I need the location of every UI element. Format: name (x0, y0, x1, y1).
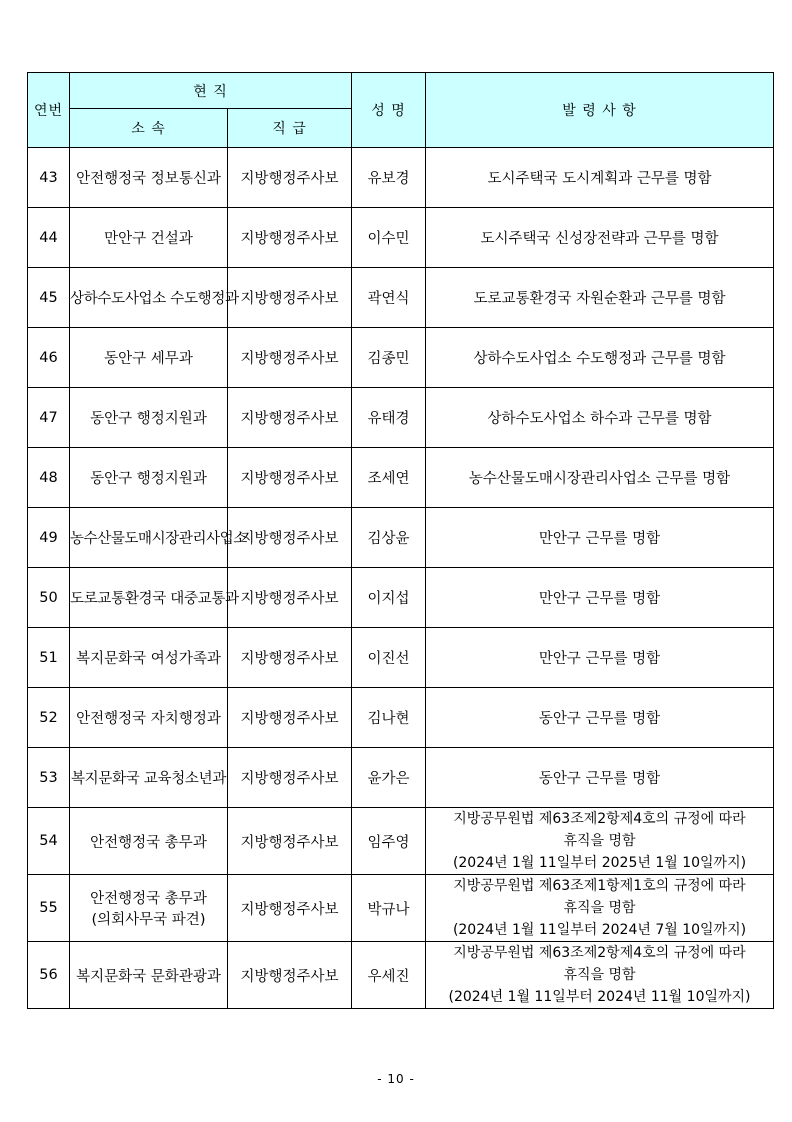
row-name: 이지섭 (352, 568, 426, 628)
order-line: (2024년 1월 11일부터 2024년 11월 10일까지) (448, 989, 751, 1005)
row-name: 김나현 (352, 688, 426, 748)
table-row (28, 628, 774, 688)
row-grade: 지방행정주사보 (228, 328, 352, 388)
row-grade: 지방행정주사보 (228, 628, 352, 688)
table-row (28, 688, 774, 748)
order-line: (2024년 1월 11일부터 2024년 7월 10일까지) (452, 922, 747, 938)
order-line: 휴직을 명함 (563, 900, 636, 916)
row-name: 유태경 (352, 388, 426, 448)
header-grade: 직 급 (228, 109, 352, 148)
table-row (28, 448, 774, 508)
personnel-order-table (27, 72, 774, 1009)
order-line: 지방공무원법 제63조제2항제4호의 규정에 따라 (453, 945, 746, 961)
order-line: 휴직을 명함 (563, 833, 636, 849)
order-line: 지방공무원법 제63조제2항제4호의 규정에 따라 (453, 811, 746, 827)
row-department (70, 875, 228, 942)
row-department: 동안구 세무과 (70, 328, 228, 388)
row-name: 김상윤 (352, 508, 426, 568)
row-name: 조세연 (352, 448, 426, 508)
row-number: 52 (28, 688, 70, 748)
row-order (426, 808, 774, 875)
row-name: 유보경 (352, 148, 426, 208)
row-department: 상하수도사업소 수도행정과 (70, 268, 228, 328)
row-department: 농수산물도매시장관리사업소 (70, 508, 228, 568)
row-name: 박규나 (352, 875, 426, 942)
row-department: 안전행정국 총무과 (70, 808, 228, 875)
row-number: 56 (28, 942, 70, 1009)
row-department: 만안구 건설과 (70, 208, 228, 268)
row-department: 동안구 행정지원과 (70, 388, 228, 448)
row-order: 동안구 근무를 명함 (426, 688, 774, 748)
row-number: 47 (28, 388, 70, 448)
table-row (28, 568, 774, 628)
row-order (426, 942, 774, 1009)
row-name: 곽연식 (352, 268, 426, 328)
table-row (28, 808, 774, 875)
header-current-post: 현 직 (70, 73, 352, 109)
row-name: 윤가은 (352, 748, 426, 808)
row-name: 김종민 (352, 328, 426, 388)
row-department: 안전행정국 정보통신과 (70, 148, 228, 208)
table-row (28, 748, 774, 808)
row-grade: 지방행정주사보 (228, 388, 352, 448)
table-row (28, 508, 774, 568)
table-body (28, 148, 774, 1009)
row-number: 55 (28, 875, 70, 942)
order-line: 휴직을 명함 (563, 967, 636, 983)
row-department: 동안구 행정지원과 (70, 448, 228, 508)
row-grade: 지방행정주사보 (228, 448, 352, 508)
row-grade: 지방행정주사보 (228, 268, 352, 328)
header-no: 연번 (28, 73, 70, 148)
row-name: 이수민 (352, 208, 426, 268)
row-order: 농수산물도매시장관리사업소 근무를 명함 (426, 448, 774, 508)
table-row (28, 942, 774, 1009)
row-grade: 지방행정주사보 (228, 208, 352, 268)
row-number: 44 (28, 208, 70, 268)
department-line: 안전행정국 총무과 (90, 891, 207, 907)
row-grade: 지방행정주사보 (228, 808, 352, 875)
row-grade: 지방행정주사보 (228, 688, 352, 748)
page-number: - 10 - (377, 1072, 415, 1086)
row-number: 50 (28, 568, 70, 628)
table-row (28, 268, 774, 328)
row-grade: 지방행정주사보 (228, 568, 352, 628)
row-number: 53 (28, 748, 70, 808)
table-row (28, 875, 774, 942)
order-line: 지방공무원법 제63조제1항제1호의 규정에 따라 (453, 878, 746, 894)
row-order: 만안구 근무를 명함 (426, 568, 774, 628)
table-row (28, 388, 774, 448)
department-note: (의회사무국 파견) (91, 912, 206, 928)
row-grade: 지방행정주사보 (228, 148, 352, 208)
row-order: 도로교통환경국 자원순환과 근무를 명함 (426, 268, 774, 328)
row-department: 복지문화국 여성가족과 (70, 628, 228, 688)
row-order: 상하수도사업소 하수과 근무를 명함 (426, 388, 774, 448)
row-number: 46 (28, 328, 70, 388)
row-grade: 지방행정주사보 (228, 942, 352, 1009)
row-grade: 지방행정주사보 (228, 875, 352, 942)
header-order: 발 령 사 항 (426, 73, 774, 148)
table-row (28, 328, 774, 388)
row-department: 복지문화국 교육청소년과 (70, 748, 228, 808)
header-name: 성 명 (352, 73, 426, 148)
row-order: 도시주택국 도시계획과 근무를 명함 (426, 148, 774, 208)
row-order: 만안구 근무를 명함 (426, 628, 774, 688)
row-department: 복지문화국 문화관광과 (70, 942, 228, 1009)
row-number: 43 (28, 148, 70, 208)
row-order: 상하수도사업소 수도행정과 근무를 명함 (426, 328, 774, 388)
order-line: (2024년 1월 11일부터 2025년 1월 10일까지) (452, 855, 747, 871)
row-order: 동안구 근무를 명함 (426, 748, 774, 808)
table-row (28, 148, 774, 208)
row-name: 이진선 (352, 628, 426, 688)
row-order: 도시주택국 신성장전략과 근무를 명함 (426, 208, 774, 268)
row-name: 임주영 (352, 808, 426, 875)
row-order: 만안구 근무를 명함 (426, 508, 774, 568)
row-department: 도로교통환경국 대중교통과 (70, 568, 228, 628)
row-number: 54 (28, 808, 70, 875)
table-row (28, 208, 774, 268)
row-number: 48 (28, 448, 70, 508)
row-number: 45 (28, 268, 70, 328)
row-grade: 지방행정주사보 (228, 508, 352, 568)
row-number: 49 (28, 508, 70, 568)
table-header (28, 73, 774, 148)
row-name: 우세진 (352, 942, 426, 1009)
row-number: 51 (28, 628, 70, 688)
row-order (426, 875, 774, 942)
row-department: 안전행정국 자치행정과 (70, 688, 228, 748)
header-department: 소 속 (70, 109, 228, 148)
row-grade: 지방행정주사보 (228, 748, 352, 808)
